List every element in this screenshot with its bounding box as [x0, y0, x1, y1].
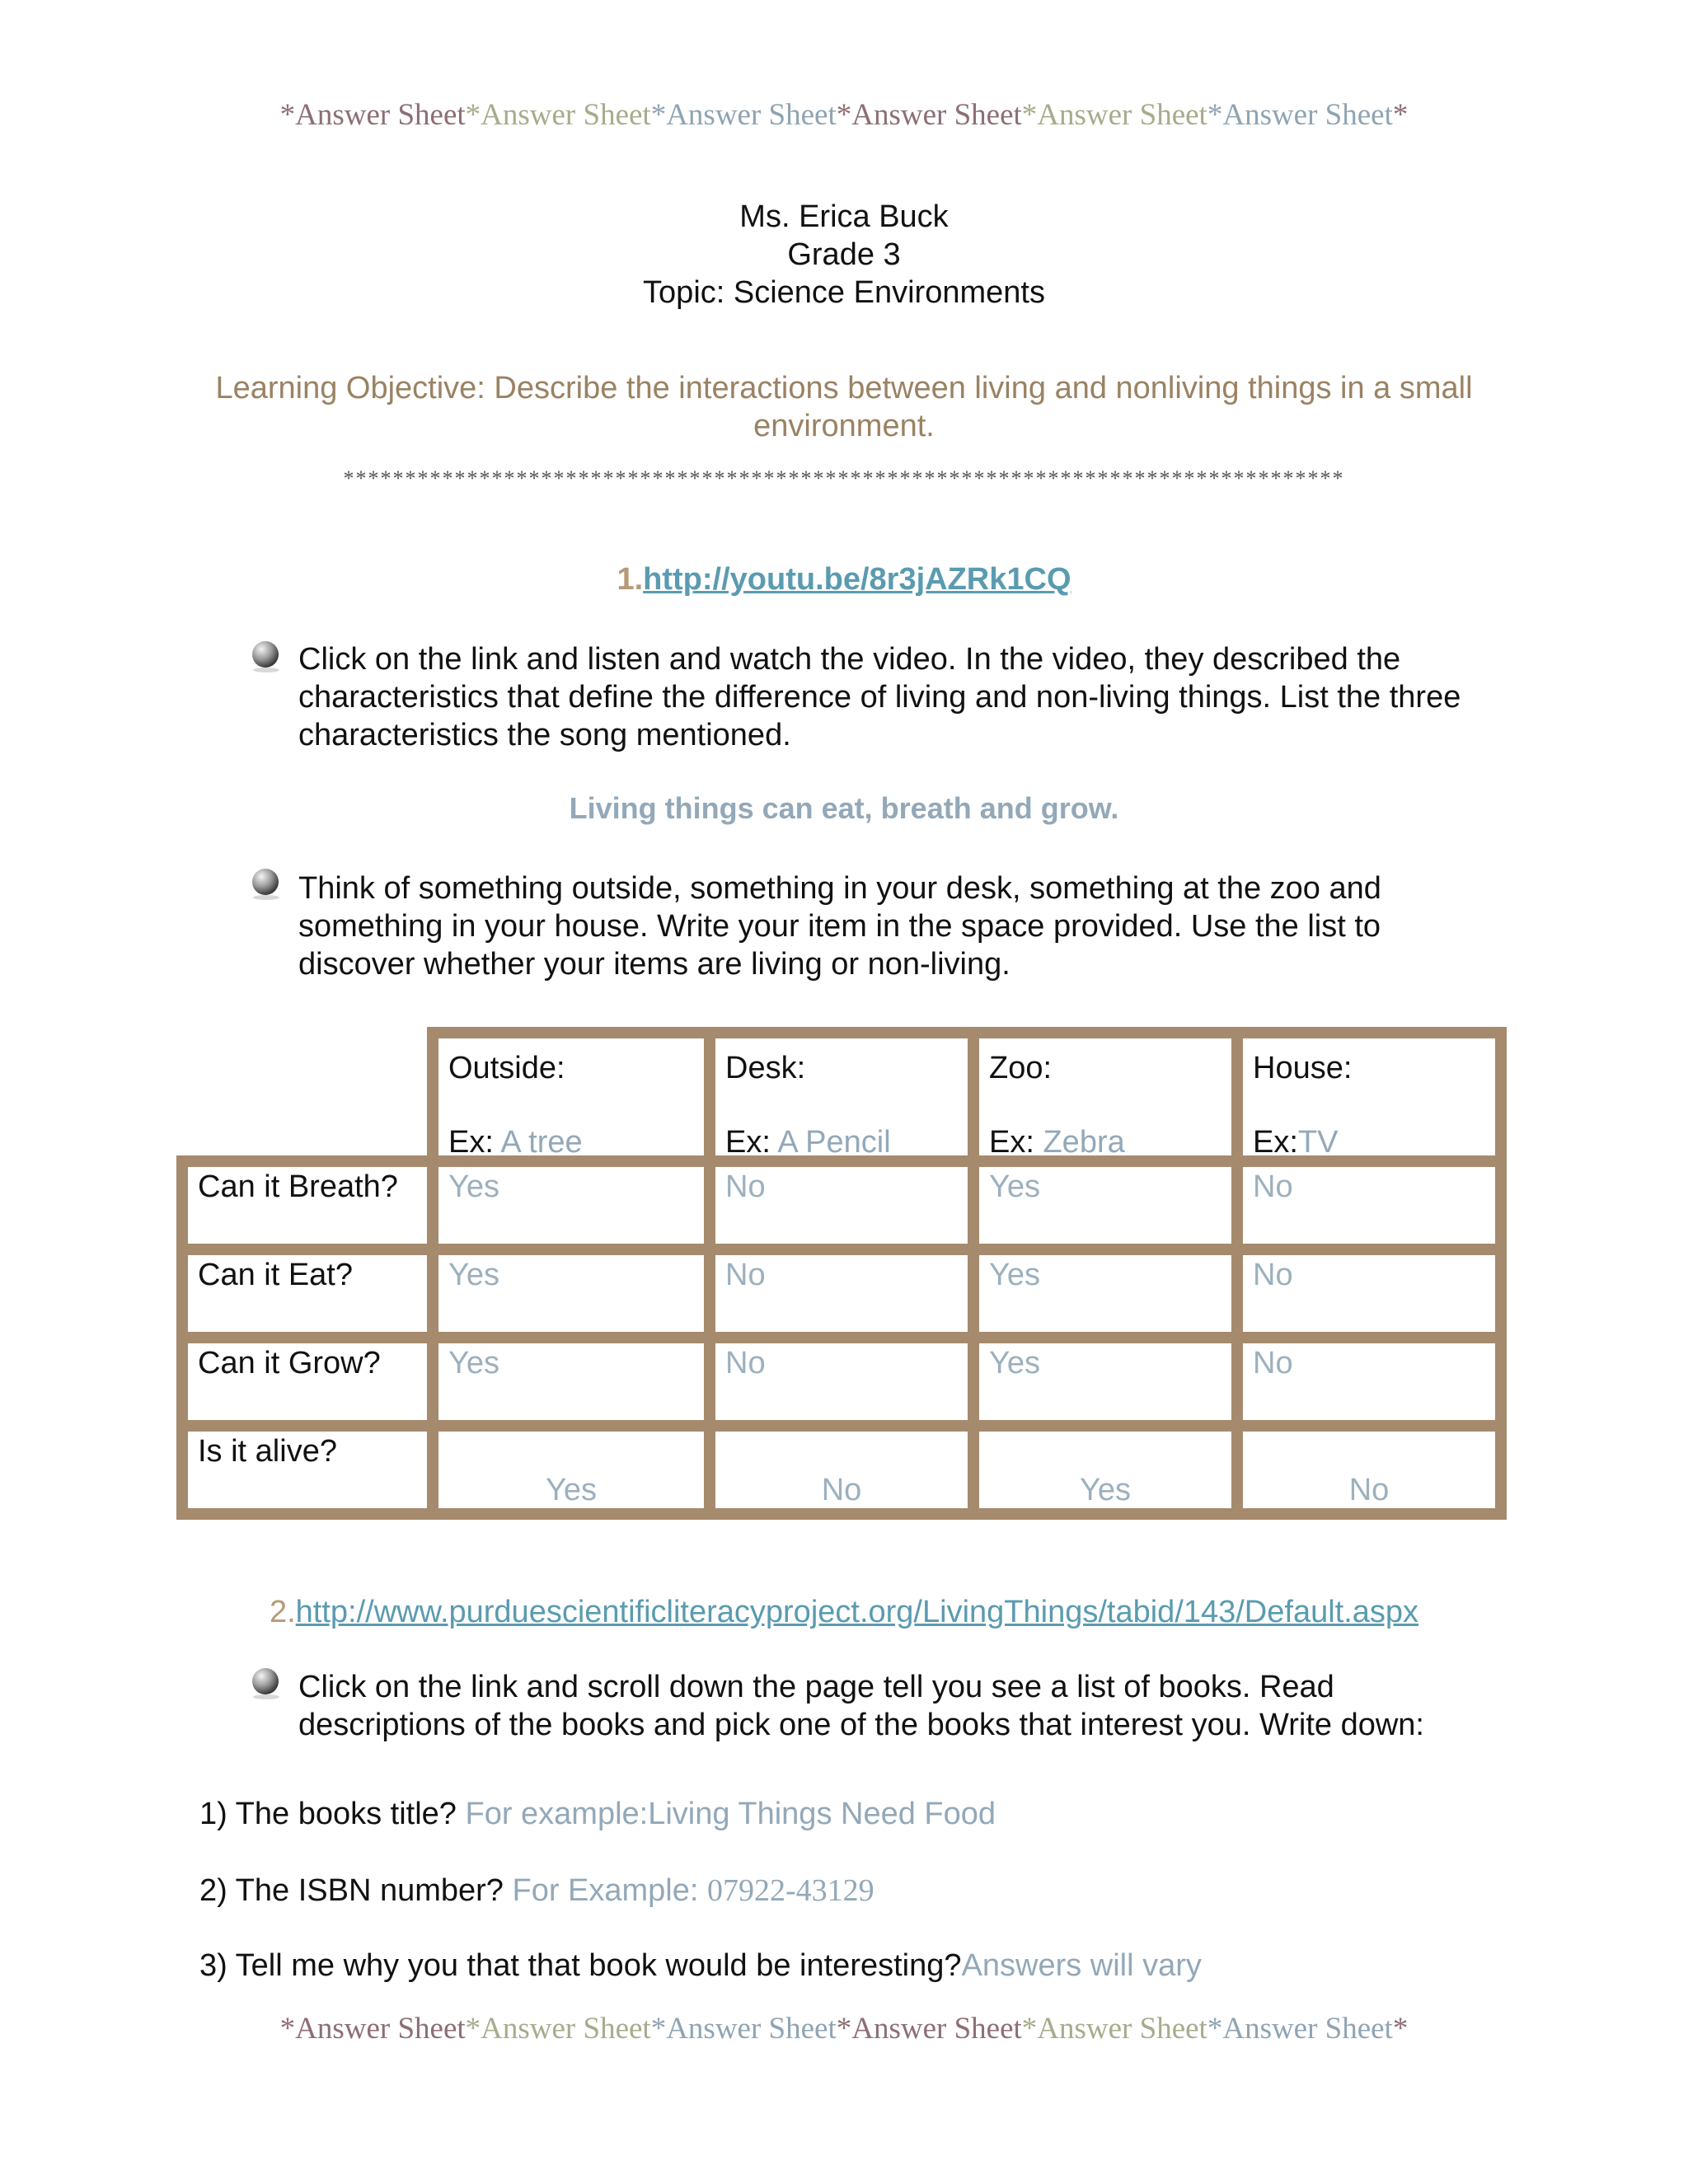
example-prefix: Ex:	[725, 1125, 778, 1160]
grade-label: Grade 3	[787, 237, 901, 272]
column-example	[1253, 1124, 1338, 1160]
table-header-cell	[1243, 1038, 1495, 1160]
table-cell-answer	[715, 1167, 968, 1244]
bullet-sphere-icon	[247, 640, 285, 673]
banner-segment: *Answer Sheet	[1207, 98, 1393, 132]
table-cell-answer	[1243, 1343, 1495, 1420]
example-value: TV	[1297, 1125, 1339, 1160]
column-example	[725, 1124, 891, 1160]
table-row-question: Can it Eat?	[188, 1255, 427, 1332]
section1-table-instruction: Think of something outside, something in your desk, something at the zoo and something in your house. Write your item in the space provided. Use the list to discover whether your items are living or non-living.	[298, 871, 1381, 982]
table-cell-answer	[438, 1255, 704, 1332]
column-label: House:	[1253, 1051, 1353, 1085]
answer-value: No	[725, 1346, 766, 1380]
purdue-link[interactable]: http://www.purduescientificliteracyproject.org/LivingThings/tabid/143/Default.aspx	[295, 1595, 1419, 1629]
answer-2: 07922-43129	[707, 1873, 874, 1908]
banner-segment: *Answer Sheet	[465, 2012, 651, 2046]
banner-segment: *Answer Sheet	[465, 98, 651, 132]
answer-2-prefix: For Example:	[512, 1873, 708, 1908]
table-row-question: Can it Grow?	[188, 1343, 427, 1420]
table-cell-answer	[715, 1432, 968, 1508]
table-cell-answer	[438, 1343, 704, 1420]
table-cell-answer	[438, 1167, 704, 1244]
answer-value: Yes	[448, 1169, 499, 1204]
table-cell-answer	[438, 1432, 704, 1508]
column-label: Zoo:	[989, 1051, 1053, 1085]
section2-instruction: Click on the link and scroll down the page tell you see a list of books. Read descriptions of the books and pick one of the books that interest you. Write down:	[298, 1670, 1424, 1742]
example-prefix: Ex:	[448, 1125, 501, 1160]
table-cell-answer	[715, 1255, 968, 1332]
column-label: Outside:	[448, 1051, 565, 1085]
answer-value: No	[1253, 1346, 1293, 1380]
table-row-question: Can it Breath?	[188, 1167, 427, 1244]
example-value: A tree	[500, 1125, 583, 1160]
section2-link-line	[0, 1595, 1688, 1630]
question-2-text: 2) The ISBN number?	[199, 1873, 513, 1908]
table-header-cell	[715, 1038, 968, 1160]
answer-sheet-banner-bottom	[0, 2011, 1688, 2046]
banner-segment: *Answer Sheet	[836, 98, 1022, 132]
answer-value: Yes	[989, 1169, 1040, 1204]
question-book-title	[199, 1797, 996, 1832]
video-link[interactable]: http://youtu.be/8r3jAZRk1CQ	[643, 562, 1071, 597]
question-isbn	[199, 1872, 874, 1909]
header-block	[0, 198, 1688, 312]
question-1-text: 1) The books title?	[199, 1797, 466, 1831]
alive-value: Yes	[546, 1473, 597, 1507]
banner-segment: *Answer Sheet	[1021, 2012, 1207, 2046]
answer-value: No	[1253, 1169, 1293, 1204]
alive-value: No	[821, 1473, 862, 1507]
table-cell-answer	[979, 1167, 1231, 1244]
learning-objective: Learning Objective: Describe the interactions between living and nonliving things in a small environment.	[215, 371, 1473, 443]
banner-segment: *Answer Sheet	[836, 2012, 1022, 2046]
banner-segment: *	[1392, 98, 1409, 132]
topic-label: Topic: Science Environments	[643, 275, 1045, 310]
answer-value: No	[725, 1258, 766, 1292]
banner-segment: *Answer Sheet	[279, 98, 466, 132]
answer-value: Yes	[989, 1258, 1040, 1292]
table-cell-answer	[1243, 1432, 1495, 1508]
answer-1: For example:Living Things Need Food	[465, 1797, 996, 1831]
example-value: Zebra	[1043, 1125, 1125, 1160]
example-prefix: Ex:	[989, 1125, 1043, 1160]
table-cell-answer	[715, 1343, 968, 1420]
column-example	[989, 1124, 1125, 1160]
section1-link-line	[0, 562, 1688, 598]
banner-segment: *Answer Sheet	[650, 98, 837, 132]
example-prefix: Ex:	[1253, 1125, 1298, 1160]
question-why	[199, 1948, 1202, 1984]
answer-3: Answers will vary	[961, 1948, 1202, 1983]
answer-value: Yes	[448, 1346, 499, 1380]
section1-answer: Living things can eat, breath and grow.	[569, 791, 1119, 825]
banner-segment: *	[1392, 2012, 1409, 2046]
banner-segment: *Answer Sheet	[1207, 2012, 1393, 2046]
answer-value: Yes	[989, 1346, 1040, 1380]
section2-number: 2.	[269, 1595, 296, 1629]
banner-segment: *Answer Sheet	[650, 2012, 837, 2046]
question-3-text: 3) Tell me why you that that book would be interesting?	[199, 1948, 962, 1983]
section1-number: 1.	[617, 562, 644, 597]
table-header-cell	[979, 1038, 1231, 1160]
table-row-question: Is it alive?	[188, 1432, 427, 1508]
answer-value: No	[725, 1169, 766, 1204]
banner-segment: *Answer Sheet	[1021, 98, 1207, 132]
table-cell-answer	[979, 1343, 1231, 1420]
table-cell-answer	[979, 1255, 1231, 1332]
table-cell-answer	[979, 1432, 1231, 1508]
bullet-sphere-icon	[247, 1666, 285, 1699]
star-divider: *********************************************************************************	[343, 466, 1345, 490]
table-header-cell	[438, 1038, 704, 1160]
alive-value: No	[1348, 1473, 1390, 1507]
teacher-name: Ms. Erica Buck	[739, 199, 949, 234]
column-label: Desk:	[725, 1051, 806, 1085]
column-example	[448, 1124, 583, 1160]
bullet-sphere-icon	[247, 867, 285, 900]
table-cell-answer	[1243, 1167, 1495, 1244]
alive-value: Yes	[1080, 1473, 1131, 1507]
answer-value: Yes	[448, 1258, 499, 1292]
answer-sheet-banner-top	[0, 97, 1688, 133]
example-value: A Pencil	[777, 1125, 891, 1160]
section1-instruction: Click on the link and listen and watch the video. In the video, they described the characteristics that define the difference of living and non-living things. List the three characteristics the song mentioned.	[298, 642, 1461, 752]
banner-segment: *Answer Sheet	[279, 2012, 466, 2046]
table-cell-answer	[1243, 1255, 1495, 1332]
answer-value: No	[1253, 1258, 1293, 1292]
